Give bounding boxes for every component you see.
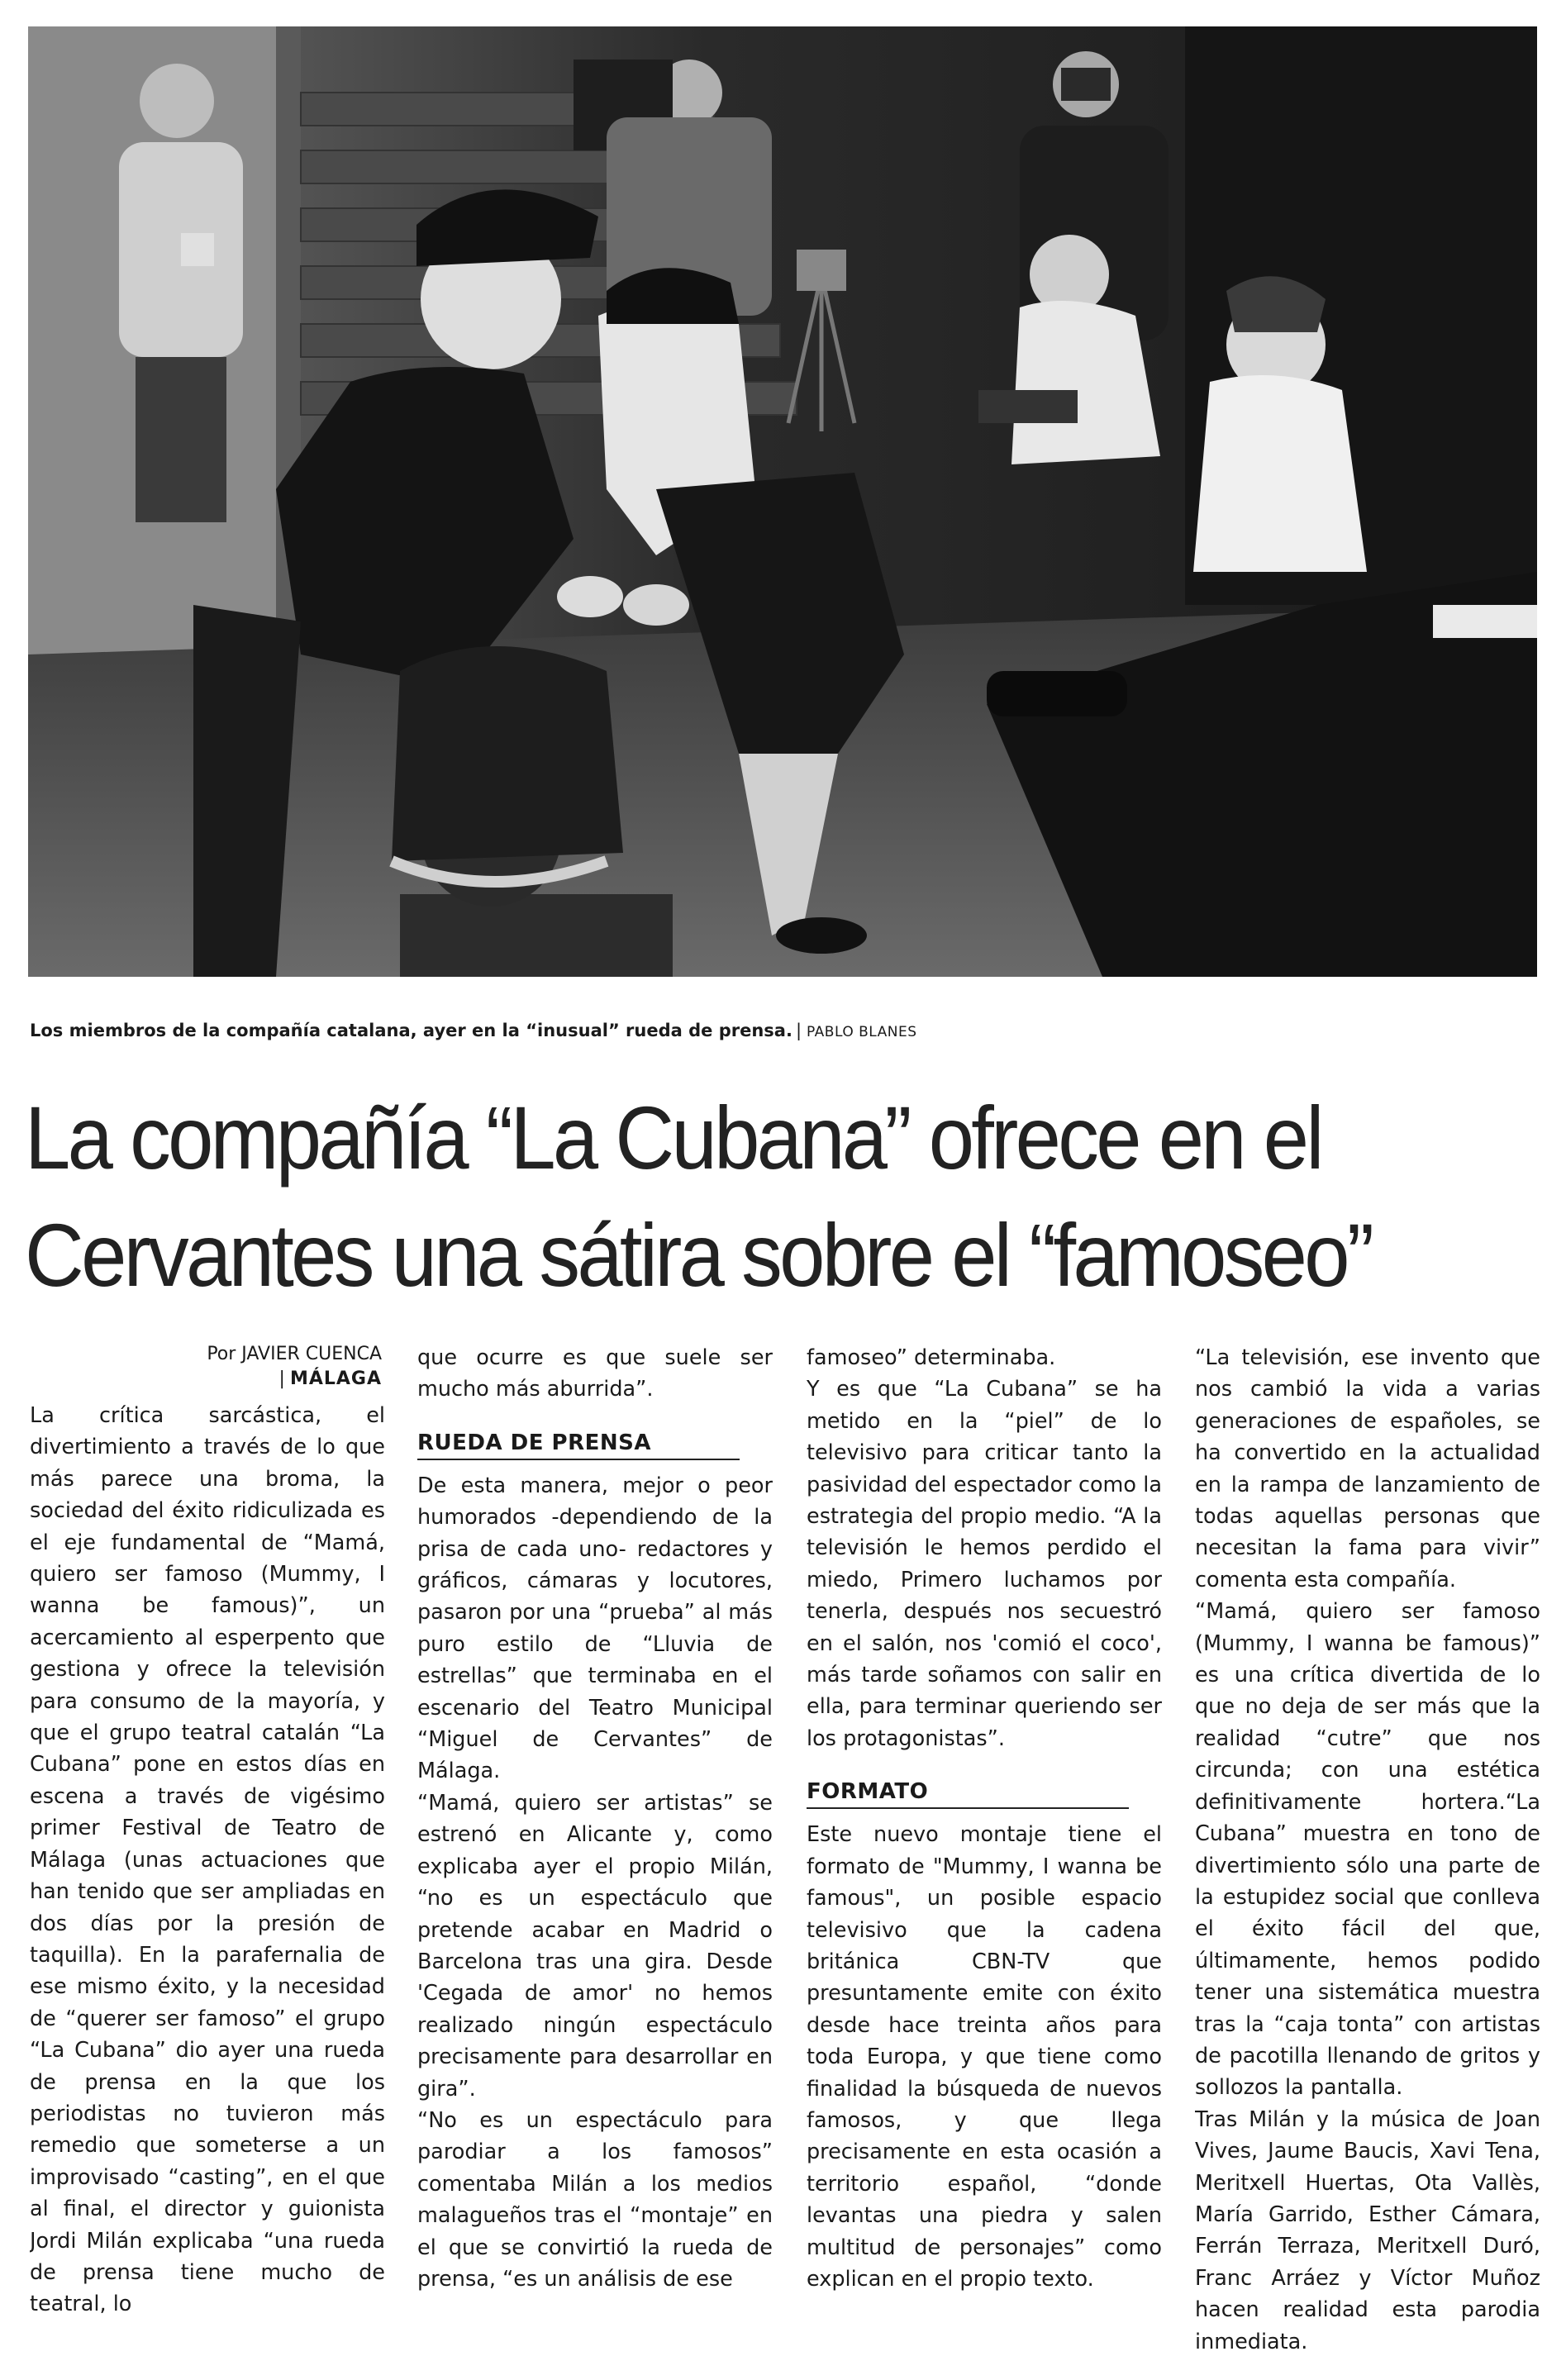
article-column-4	[1195, 1342, 1540, 2359]
article-paragraph: “No es un espectáculo para parodiar a los famosos” comentaba Milán a los medios malagueños tras el “montaje” en el que se convirtió la rueda de prensa, “es un análisis de ese	[417, 2107, 773, 2292]
caption-text: Los miembros de la compañía catalana, ayer en la “inusual” rueda de prensa.	[30, 1021, 793, 1040]
byline-separator: |	[278, 1368, 285, 1389]
article-column-1	[30, 1400, 385, 2359]
article-column-2	[417, 1342, 773, 2359]
article-paragraph: Tras Milán y la música de Joan Vives, Jaume Baucis, Xavi Tena, Meritxell Huertas, Ota Vallès, María Garrido, Esther Cámara, Ferrán Terraza, Meritxell Duró, Franc Arráez y Víctor Muñoz hacen realidad esta parodia inmediata.	[1195, 2106, 1540, 2354]
press-photo-illustration	[28, 26, 1537, 977]
article-column-3	[807, 1342, 1162, 2359]
article-paragraph: De esta manera, mejor o peor humorados -dependiendo de la prisa de cada uno- redactores y gráficos, cámaras y locutores, pasaron por una “prueba” al más puro estilo de “Lluvia de estrellas” que terminaba en el escenario del Teatro Municipal “Miguel de Cervantes” de Málaga.	[417, 1473, 773, 1784]
article-paragraph: Este nuevo montaje tiene el formato de "Mummy, I wanna be famous", un posible espacio televisivo que la cadena británica CBN-TV que presuntamente emite con éxito desde hace treinta años para toda Europa, y que tiene como finalidad la búsqueda de nuevos famosos, y que llega precisamente en esta ocasión a territorio español, “donde levantas una piedra y salen multitud de personajes” como explican en el propio texto.	[807, 1822, 1162, 2292]
subhead-rueda-de-prensa: RUEDA DE PRENSA	[417, 1429, 740, 1460]
article-paragraph: “La televisión, ese invento que nos cambió la vida a varias generaciones de españoles, se ha convertido en la actualidad en la rampa de lanzamiento de todas aquellas personas que necesitan la fama para vivir” comenta esta compañía.	[1195, 1345, 1540, 1592]
photo-caption	[30, 1020, 1534, 1043]
article-paragraph: que ocurre es que suele ser mucho más aburrida”.	[417, 1345, 773, 1402]
article-paragraph: Y es que “La Cubana” se ha metido en la “piel” de lo televisivo para criticar tanto la pasividad del espectador como la estrategia del propio medio. “A la televisión le hemos perdido el miedo, Primero luchamos por tenerla, después nos secuestró en el salón, nos 'comió el coco', más tarde soñamos con salir en ella, para terminar queriendo ser los protagonistas”.	[807, 1377, 1162, 1751]
press-photo	[28, 26, 1537, 977]
headline-line-2: Cervantes una sátira sobre el “famoseo”	[25, 1205, 1372, 1305]
byline-location: MÁLAGA	[289, 1368, 382, 1389]
photo-credit: PABLO BLANES	[807, 1024, 917, 1040]
article-paragraph: famoseo” determinaba.	[807, 1345, 1056, 1370]
article-paragraph: “Mamá, quiero ser famoso (Mummy, I wanna be famous)” es una crítica divertida de lo que no deja de ser más que la realidad “cutre” que nos circunda; con una estética definitivamente hortera.“La Cubana” muestra en tono de divertimiento sólo una parte de la estupidez social que conlleva el éxito fácil del que, últimamente, hemos podido tener una sistemática muestra tras la “caja tonta” con artistas de pacotilla llenando de gritos y sollozos la pantalla.	[1195, 1599, 1540, 2101]
headline	[25, 1079, 1424, 1314]
byline	[30, 1342, 382, 1392]
article-paragraph: La crítica sarcástica, el divertimiento a través de lo que más parece una broma, la sociedad del éxito ridiculizada es el eje fundamental de “Mamá, quiero ser famoso (Mummy, I wanna be famous)”, un acercamiento al esperpento que gestiona y ofrece la televisión para consumo de la mayoría, y que el grupo teatral catalán “La Cubana” pone en estos días en escena a través de vigésimo primer Festival de Teatro de Málaga (unas actuaciones que han tenido que ser ampliadas en dos días por la presión de taquilla). En la parafernalia de ese mismo éxito, y la necesidad de “querer ser famoso” el grupo “La Cubana” dio ayer una rueda de prensa en la que los periodistas no tuvieron más remedio que someterse a un improvisado “casting”, en el que al final, el director y guionista Jordi Milán explicaba “una rueda de prensa tiene mucho de teatral, lo	[30, 1403, 385, 2317]
headline-line-1: La compañía “La Cubana” ofrece en el	[25, 1088, 1321, 1188]
subhead-formato: FORMATO	[807, 1778, 1129, 1809]
caption-separator: |	[795, 1021, 802, 1040]
article-paragraph: “Mamá, quiero ser artistas” se estrenó en Alicante y, como explicaba ayer el propio Milán, “no es un espectáculo que pretende acabar en Madrid o Barcelona tras una gira. Desde 'Cegada de amor' no hemos realizado ningún espectáculo precisamente para desarrollar en gira”.	[417, 1790, 773, 2102]
byline-author: Por JAVIER CUENCA	[207, 1344, 382, 1364]
